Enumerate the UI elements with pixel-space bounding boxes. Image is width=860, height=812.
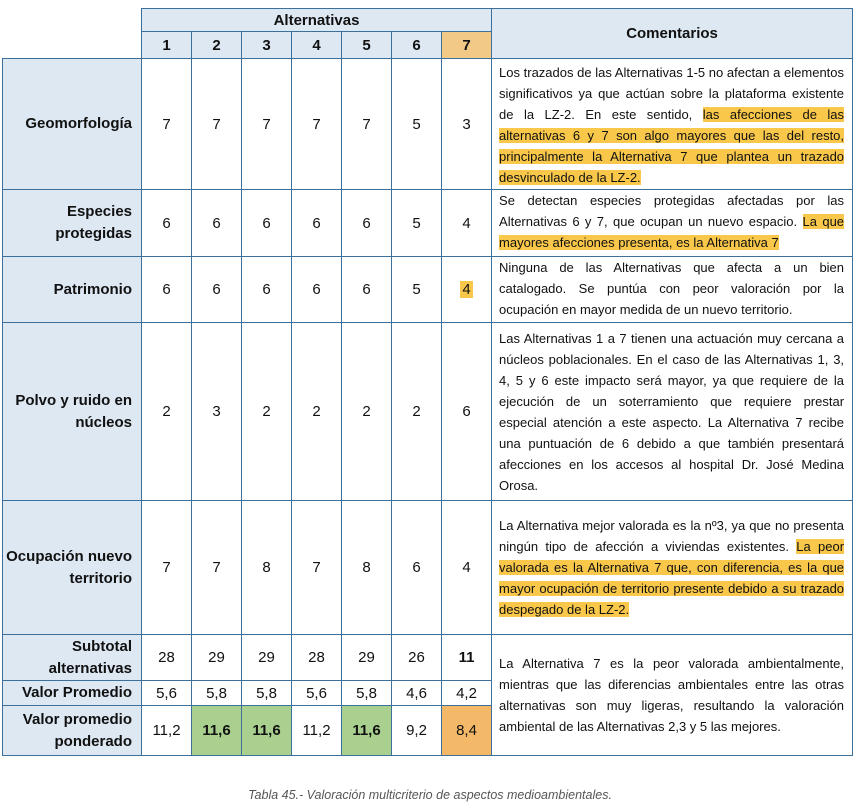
subtotal-cell: 29 bbox=[192, 635, 242, 681]
alt-number-header: 2 bbox=[192, 32, 242, 59]
alternatives-header: Alternativas bbox=[142, 9, 492, 32]
score-cell: 4 bbox=[442, 190, 492, 257]
score-cell: 2 bbox=[342, 323, 392, 501]
weighted-cell-best: 11,6 bbox=[242, 706, 292, 756]
score-cell: 4 bbox=[442, 501, 492, 635]
row-label: Especies protegidas bbox=[3, 190, 142, 257]
average-label: Valor Promedio bbox=[3, 681, 142, 706]
average-cell: 4,6 bbox=[392, 681, 442, 706]
subtotal-cell: 29 bbox=[342, 635, 392, 681]
comment-cell: Las Alternativas 1 a 7 tienen una actuación muy cercana a núcleos poblacionales. En el caso de las Alternativas 1, 3, 4, 5 y 6 este impacto será mayor, ya que requiere de la ejecución de un soterramiento que requiere prestar especial atención a este aspecto. La Alternativa 7 recibe una puntuación de 6 debido a que también presentará afecciones en los accesos al hospital Dr. José Medina Orosa. bbox=[492, 323, 853, 501]
score-cell: 6 bbox=[142, 190, 192, 257]
score-cell: 6 bbox=[242, 257, 292, 323]
score-cell: 5 bbox=[392, 190, 442, 257]
comment-text: Se detectan especies protegidas afectadas por las Alternativas 6 y 7, que ocupan un nuevo espacio. bbox=[499, 193, 845, 229]
table-row bbox=[3, 59, 853, 190]
score-cell: 7 bbox=[292, 501, 342, 635]
score-cell: 6 bbox=[292, 190, 342, 257]
score-cell: 2 bbox=[292, 323, 342, 501]
weighted-cell-best: 11,6 bbox=[192, 706, 242, 756]
comment-cell: Ninguna de las Alternativas que afecta a un bien catalogado. Se puntúa con peor valoración por la ocupación en mayor medida de un nuevo territorio. bbox=[492, 257, 853, 323]
comment-cell bbox=[492, 59, 853, 190]
weighted-cell-worst: 8,4 bbox=[442, 706, 492, 756]
score-cell: 6 bbox=[192, 257, 242, 323]
alt-number-header: 4 bbox=[292, 32, 342, 59]
score-cell: 3 bbox=[442, 59, 492, 190]
table-row bbox=[3, 190, 853, 257]
table-caption: Tabla 45.- Valoración multicriterio de aspectos medioambientales. bbox=[248, 788, 612, 802]
comment-highlight: La que mayores afecciones presenta, es la Alternativa 7 bbox=[499, 214, 845, 250]
weighted-label: Valor promedio ponderado bbox=[3, 706, 142, 756]
score-cell: 7 bbox=[292, 59, 342, 190]
score-cell bbox=[442, 257, 492, 323]
weighted-cell-best: 11,6 bbox=[342, 706, 392, 756]
comment-text: Los trazados de las Alternativas 1-5 no afectan a elementos significativos ya que actúan sobre la plataforma existente de la LZ-2. En este sentido, bbox=[499, 65, 845, 122]
row-label: Ocupación nuevo territorio bbox=[3, 501, 142, 635]
score-cell: 7 bbox=[142, 501, 192, 635]
score-cell: 6 bbox=[292, 257, 342, 323]
score-cell: 5 bbox=[392, 59, 442, 190]
subtotal-cell: 28 bbox=[292, 635, 342, 681]
score-cell: 2 bbox=[242, 323, 292, 501]
table-row bbox=[3, 501, 853, 635]
average-cell: 5,6 bbox=[292, 681, 342, 706]
score-cell: 2 bbox=[392, 323, 442, 501]
row-label: Patrimonio bbox=[3, 257, 142, 323]
score-cell: 6 bbox=[392, 501, 442, 635]
score-cell: 6 bbox=[242, 190, 292, 257]
alt-number-header: 5 bbox=[342, 32, 392, 59]
score-cell: 6 bbox=[342, 190, 392, 257]
score-cell: 7 bbox=[342, 59, 392, 190]
row-label: Polvo y ruido en núcleos bbox=[3, 323, 142, 501]
score-cell: 3 bbox=[192, 323, 242, 501]
score-cell: 6 bbox=[142, 257, 192, 323]
alt-number-header: 3 bbox=[242, 32, 292, 59]
score-cell: 8 bbox=[342, 501, 392, 635]
average-cell: 5,8 bbox=[242, 681, 292, 706]
weighted-cell: 11,2 bbox=[292, 706, 342, 756]
weighted-cell: 9,2 bbox=[392, 706, 442, 756]
average-cell: 5,6 bbox=[142, 681, 192, 706]
summary-comment: La Alternativa 7 es la peor valorada ambientalmente, mientras que las diferencias ambientales entre las otras alternativas son muy ligeras, resultando la valoración ambiental de las Alternativas 2,3 y 5 las mejores. bbox=[492, 635, 853, 756]
score-cell: 7 bbox=[242, 59, 292, 190]
score-cell: 5 bbox=[392, 257, 442, 323]
score-cell: 6 bbox=[192, 190, 242, 257]
average-cell: 5,8 bbox=[192, 681, 242, 706]
comment-cell bbox=[492, 190, 853, 257]
table-row bbox=[3, 257, 853, 323]
multicriteria-table bbox=[2, 8, 853, 756]
score-cell: 6 bbox=[342, 257, 392, 323]
alt-number-header: 6 bbox=[392, 32, 442, 59]
subtotal-label: Subtotal alternativas bbox=[3, 635, 142, 681]
corner-blank-2 bbox=[3, 32, 142, 59]
comments-header: Comentarios bbox=[492, 9, 853, 59]
subtotal-cell: 11 bbox=[442, 635, 492, 681]
score-cell: 2 bbox=[142, 323, 192, 501]
comment-highlight: las afecciones de las alternativas 6 y 7 son algo mayores que las del resto, principalmente la Alternativa 7 que plantea un trazado desvinculado de la LZ-2. bbox=[499, 107, 845, 185]
subtotal-row bbox=[3, 635, 853, 681]
subtotal-cell: 29 bbox=[242, 635, 292, 681]
table-row bbox=[3, 323, 853, 501]
comment-cell bbox=[492, 501, 853, 635]
weighted-cell: 11,2 bbox=[142, 706, 192, 756]
score-cell: 7 bbox=[142, 59, 192, 190]
score-cell: 6 bbox=[442, 323, 492, 501]
alt-number-header: 1 bbox=[142, 32, 192, 59]
comment-text: La Alternativa mejor valorada es la nº3, ya que no presenta ningún tipo de afección a viviendas existentes. bbox=[499, 518, 845, 554]
highlighted-score: 4 bbox=[462, 281, 471, 298]
average-cell: 4,2 bbox=[442, 681, 492, 706]
score-cell: 7 bbox=[192, 501, 242, 635]
row-label: Geomorfología bbox=[3, 59, 142, 190]
comment-highlight: La peor valorada es la Alternativa 7 que, con diferencia, es la que mayor ocupación de territorio presente debido a su trazado despegado de la LZ-2. bbox=[499, 539, 845, 617]
subtotal-cell: 28 bbox=[142, 635, 192, 681]
alt-number-header: 7 bbox=[442, 32, 492, 59]
corner-blank bbox=[3, 9, 142, 32]
score-cell: 7 bbox=[192, 59, 242, 190]
average-cell: 5,8 bbox=[342, 681, 392, 706]
subtotal-cell: 26 bbox=[392, 635, 442, 681]
score-cell: 8 bbox=[242, 501, 292, 635]
